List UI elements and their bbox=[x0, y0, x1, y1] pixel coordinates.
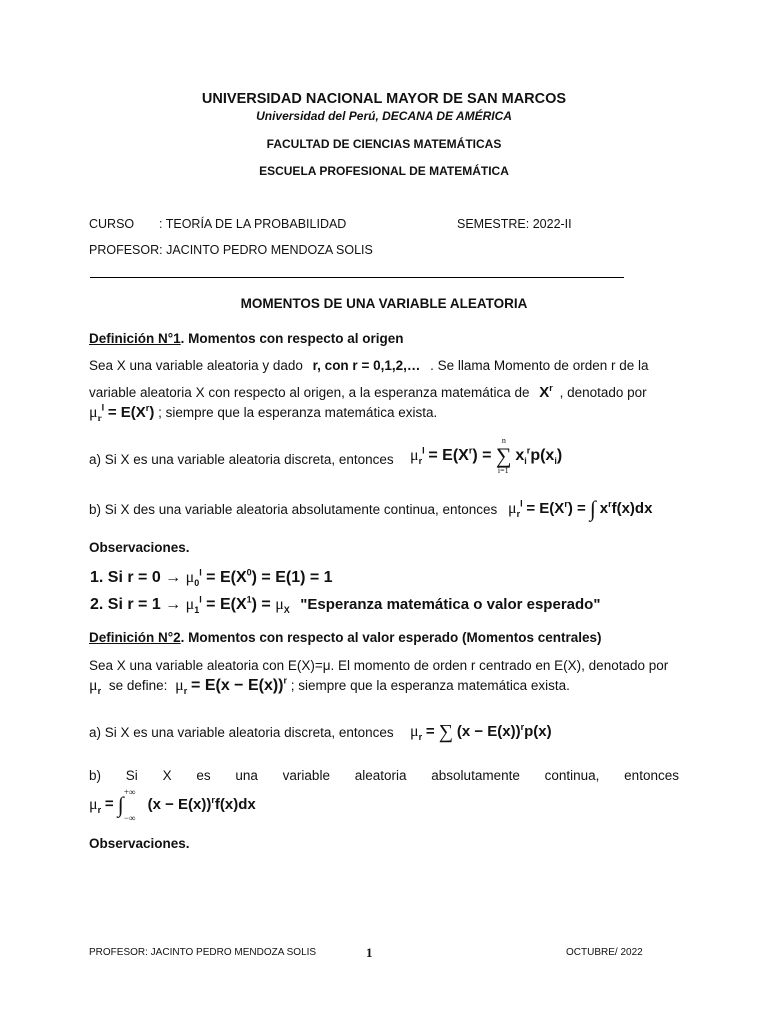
observation-1-item-2: 2. Si $r = 1 \to \mu_1^I = E(X^1) = \mu_X$ "Esperanza matemática o valor esperado" bbox=[90, 594, 601, 616]
def2-b-word: aleatoria bbox=[354, 768, 407, 783]
footer-date: OCTUBRE/ 2022 bbox=[566, 947, 643, 958]
definition-1-label: Definición N°1 bbox=[89, 331, 181, 346]
definition-2-heading bbox=[89, 630, 602, 645]
definition-2-case-a bbox=[89, 725, 394, 740]
university-subtitle: Universidad del Perú, DECANA DE AMÉRICA bbox=[256, 109, 512, 123]
summation-icon: ∑ n i=1 bbox=[495, 436, 512, 475]
observations-2-heading: Observaciones. bbox=[89, 836, 190, 851]
integral-icon: ∫ bbox=[589, 496, 596, 521]
def2-case-b-formula: $\mu_r$ = ∫ +∞ −∞ $(x - E(x))^rf(x)dx$ bbox=[89, 787, 256, 823]
def2-b-word: b) bbox=[89, 768, 102, 783]
definition-1-case-a bbox=[89, 452, 394, 467]
def2-b-word: absolutamente bbox=[431, 768, 520, 783]
header-divider bbox=[90, 277, 624, 278]
professor: PROFESOR: JACINTO PEDRO MENDOZA SOLIS bbox=[89, 243, 373, 257]
def2-b-word: entonces bbox=[624, 768, 679, 783]
integral-icon: ∫ bbox=[117, 792, 124, 817]
def1-case-b-text: b) Si X des una variable aleatoria absolutamente continua, entonces bbox=[89, 502, 498, 517]
definition-2-label: Definición N°2 bbox=[89, 630, 181, 645]
footer-professor: PROFESOR: JACINTO PEDRO MENDOZA SOLIS bbox=[89, 947, 317, 958]
definition-2-line1: Sea X una variable aleatoria con E(X)=μ. El momento de orden r centrado en E(X), denotado por bbox=[89, 658, 669, 673]
definition-1-line1 bbox=[89, 358, 681, 373]
school-name: ESCUELA PROFESIONAL DE MATEMÁTICA bbox=[259, 164, 509, 178]
def1-math-r: r, con r = 0,1,2,… bbox=[312, 358, 421, 373]
def1-math-ex: = $E(X^r)$ bbox=[107, 403, 155, 421]
course-label: CURSO bbox=[89, 217, 135, 231]
definition-1-case-b bbox=[89, 502, 497, 517]
faculty-name: FACULTAD DE CIENCIAS MATEMÁTICAS bbox=[266, 137, 502, 151]
def1-text-2-end: , denotado por bbox=[559, 385, 647, 400]
semester: SEMESTRE: 2022-II bbox=[457, 217, 572, 231]
def2-b-word: es bbox=[196, 768, 211, 783]
def2-b-word: variable bbox=[282, 768, 330, 783]
def2-b-word: X bbox=[162, 768, 172, 783]
observations-1-heading: Observaciones. bbox=[89, 540, 190, 555]
summation-icon: ∑ bbox=[438, 721, 454, 743]
observation-1-item-2-text: "Esperanza matemática o valor esperado" bbox=[300, 596, 601, 613]
definition-2-line2: $\mu_r$ se define: $\mu_r = E(x - E(x))^r$ ; siempre que la esperanza matemática exista. bbox=[89, 675, 570, 697]
def2-case-a-formula: $\mu_r$ = ∑ $(x - E(x))^rp(x)$ bbox=[410, 721, 552, 743]
document-title: MOMENTOS DE UNA VARIABLE ALEATORIA bbox=[240, 296, 528, 311]
def1-text-1: Sea X una variable aleatoria y dado bbox=[89, 358, 303, 373]
def2-b-word: continua, bbox=[544, 768, 600, 783]
def1-case-a-formula: $\mu_r^I = E(X^r)$ = ∑ n i=1 $x_i^rp(x_i)$ bbox=[410, 436, 563, 475]
university-name: UNIVERSIDAD NACIONAL MAYOR DE SAN MARCOS bbox=[201, 91, 567, 107]
def2-b-word: una bbox=[235, 768, 258, 783]
def1-case-a-text: a) Si X es una variable aleatoria discreta, entonces bbox=[89, 452, 394, 467]
def1-case-b-formula: $\mu_r^I = E(X^r)$ = ∫ $x^rf(x)dx$ bbox=[508, 496, 653, 521]
definition-2-title: . Momentos con respecto al valor esperado (Momentos centrales) bbox=[180, 630, 602, 645]
def2-b-word: Si bbox=[125, 768, 138, 783]
def1-text-1-rest: . Se llama Momento de orden r de la bbox=[430, 358, 649, 373]
definition-1-line2 bbox=[89, 384, 647, 401]
footer-page-number: 1 bbox=[366, 945, 373, 960]
observation-1-item-1: 1. Si $r = 0 \to \mu_0^I = E(X^0) = E(1) = 1$ bbox=[90, 567, 333, 589]
def1-math-mu: $\mu_r^I$ bbox=[89, 402, 105, 424]
definition-2-case-b bbox=[89, 768, 679, 783]
definition-1-heading bbox=[89, 331, 403, 346]
definition-1-line3 bbox=[89, 404, 437, 422]
definition-1-title: . Momentos con respecto al origen bbox=[180, 331, 404, 346]
def1-text-2: variable aleatoria X con respecto al origen, a la esperanza matemática de bbox=[89, 385, 530, 400]
def2-math-mu: $\mu_r$ bbox=[89, 677, 102, 697]
def2-text-exists: ; siempre que la esperanza matemática exista. bbox=[290, 678, 570, 693]
course-value: : TEORÍA DE LA PROBABILIDAD bbox=[159, 217, 347, 231]
def2-case-a-text: a) Si X es una variable aleatoria discreta, entonces bbox=[89, 725, 394, 740]
def1-text-3: ; siempre que la esperanza matemática exista. bbox=[158, 405, 438, 420]
def2-text-define: se define: bbox=[108, 678, 168, 693]
def1-math-xr: $X^r$ bbox=[539, 383, 553, 401]
